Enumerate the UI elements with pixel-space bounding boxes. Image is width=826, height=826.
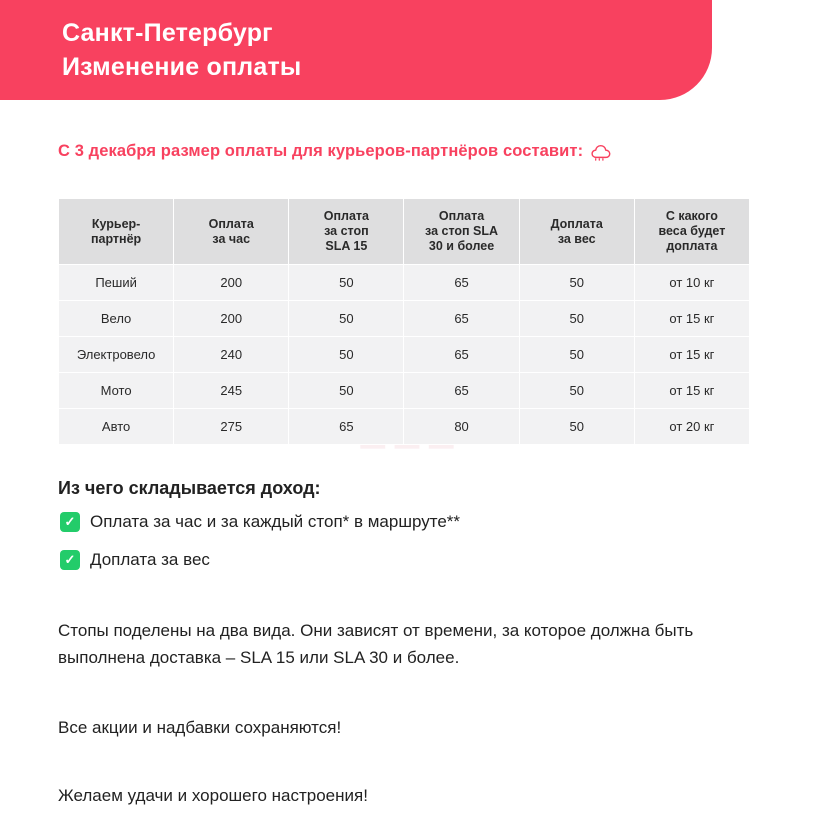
- table-cell-courier: Авто: [59, 409, 174, 445]
- table-cell-stop-sla30: 80: [404, 409, 519, 445]
- table-cell-courier: Вело: [59, 301, 174, 337]
- table-cell-weight-extra: 50: [519, 409, 634, 445]
- table-header-cell-4: [519, 199, 634, 265]
- table-header-cell-3: [404, 199, 519, 265]
- table-cell-stop-sla15: 50: [289, 265, 404, 301]
- table-header-cell-5: [634, 199, 749, 265]
- table-cell-hourly: 245: [174, 373, 289, 409]
- table-row: [59, 337, 750, 373]
- table-cell-weight-threshold: от 15 кг: [634, 373, 749, 409]
- header-line: за час: [212, 231, 251, 246]
- paragraph-sla-explanation: Стопы поделены на два вида. Они зависят от времени, за которое должна быть выполнена доставка – SLA 15 или SLA 30 и более.: [58, 621, 694, 667]
- table-cell-weight-extra: 50: [519, 265, 634, 301]
- header-line: Оплата: [438, 209, 485, 223]
- table-cell-courier: Мото: [59, 373, 174, 409]
- header-line: 30 и более: [428, 239, 495, 253]
- rates-table-container: [58, 198, 750, 445]
- table-cell-weight-threshold: от 15 кг: [634, 301, 749, 337]
- table-cell-stop-sla30: 65: [404, 373, 519, 409]
- income-section-title: Из чего складывается доход:: [58, 478, 321, 498]
- paragraph-promotions: Все акции и надбавки сохраняются!: [58, 718, 342, 737]
- income-item-label: Оплата за час и за каждый стоп* в маршруте**: [90, 512, 461, 531]
- income-item-2: [60, 550, 210, 570]
- check-icon: ✓: [60, 550, 80, 570]
- table-row: [59, 301, 750, 337]
- intro-text: С 3 декабря размер оплаты для курьеров-партнёров составит:: [58, 142, 584, 160]
- table-header-cell-1: [174, 199, 289, 265]
- table-cell-weight-threshold: от 10 кг: [634, 265, 749, 301]
- intro-line: [58, 142, 778, 161]
- banner-title-subject: Изменение оплаты: [62, 53, 302, 81]
- header-line: за стоп: [324, 224, 369, 238]
- table-row: [59, 373, 750, 409]
- rates-table: [58, 198, 750, 445]
- header-line: партнёр: [90, 231, 142, 246]
- table-cell-hourly: 200: [174, 301, 289, 337]
- income-item-label: Доплата за вес: [90, 550, 210, 569]
- header-line: Курьер-: [91, 216, 141, 231]
- header-line: веса будет: [658, 224, 726, 238]
- table-cell-weight-extra: 50: [519, 337, 634, 373]
- table-row: [59, 409, 750, 445]
- check-icon: ✓: [60, 512, 80, 532]
- banner-title-city: Санкт-Петербург: [62, 19, 273, 47]
- table-cell-stop-sla30: 65: [404, 265, 519, 301]
- table-cell-hourly: 240: [174, 337, 289, 373]
- table-cell-weight-extra: 50: [519, 301, 634, 337]
- table-cell-stop-sla15: 50: [289, 337, 404, 373]
- header-line: SLA 15: [325, 239, 368, 253]
- table-cell-weight-extra: 50: [519, 373, 634, 409]
- header-line: Доплата: [550, 216, 603, 231]
- table-cell-hourly: 200: [174, 265, 289, 301]
- table-cell-courier: Пеший: [59, 265, 174, 301]
- table-cell-courier: Электровело: [59, 337, 174, 373]
- table-header-cell-2: [289, 199, 404, 265]
- income-item-1: [60, 512, 460, 532]
- table-cell-weight-threshold: от 15 кг: [634, 337, 749, 373]
- table-cell-hourly: 275: [174, 409, 289, 445]
- table-row: [59, 265, 750, 301]
- header-line: Оплата: [323, 209, 370, 223]
- cloud-icon: [591, 143, 613, 161]
- table-cell-stop-sla15: 50: [289, 301, 404, 337]
- table-header-row: [59, 199, 750, 265]
- table-header-cell-0: [59, 199, 174, 265]
- paragraph-closing: Желаем удачи и хорошего настроения!: [58, 786, 368, 805]
- header-line: С какого: [665, 209, 718, 223]
- table-cell-stop-sla15: 50: [289, 373, 404, 409]
- header-line: за вес: [557, 231, 596, 246]
- header-banner: [0, 0, 712, 100]
- header-line: доплата: [666, 239, 718, 253]
- header-line: за стоп SLA: [425, 224, 499, 238]
- table-cell-stop-sla30: 65: [404, 337, 519, 373]
- table-cell-stop-sla15: 65: [289, 409, 404, 445]
- table-cell-stop-sla30: 65: [404, 301, 519, 337]
- header-line: Оплата: [208, 216, 254, 231]
- table-cell-weight-threshold: от 20 кг: [634, 409, 749, 445]
